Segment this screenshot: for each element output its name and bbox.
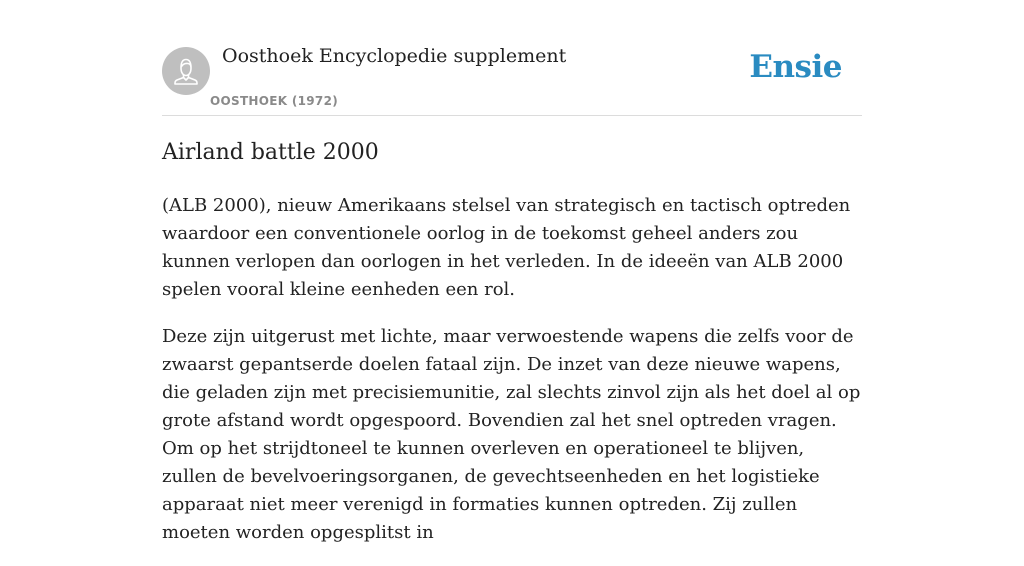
- article-paragraph: (ALB 2000), nieuw Amerikaans stelsel van strategisch en tactisch optreden waardoor een conventionele oorlog in de toekomst geheel anders zou kunnen verlopen dan oorlogen in het verleden. In de ideeën van ALB 2000 spelen vooral kleine eenheden een rol.: [162, 195, 851, 300]
- source-publisher: OOSTHOEK (1972): [210, 94, 339, 108]
- source-title[interactable]: Oosthoek Encyclopedie supplement: [222, 45, 567, 67]
- content-column: [162, 0, 862, 543]
- avatar: [162, 47, 210, 95]
- article-body: [162, 192, 862, 566]
- article-paragraph: Deze zijn uitgerust met lichte, maar verwoestende wapens die zelfs voor de zwaarst gepantserde doelen fataal zijn. De inzet van deze nieuwe wapens, die geladen zijn met precisiemunitie, zal slechts zinvol zijn als het doel al op grote afstand wordt opgespoord. Bovendien zal het snel optreden vragen. Om op het strijdtoneel te kunnen overleven en operationeel te blijven, zullen de bevelvoeringsorganen, de gevechtseenheden en het logistieke apparaat niet meer verenigd in formaties kunnen optreden. Zij zullen moeten worden opgesplitst in: [162, 326, 861, 543]
- source-header: [162, 0, 862, 116]
- page-title: Airland battle 2000: [162, 140, 379, 165]
- brand-logo[interactable]: Ensie: [749, 49, 842, 85]
- user-silhouette-icon: [162, 47, 210, 95]
